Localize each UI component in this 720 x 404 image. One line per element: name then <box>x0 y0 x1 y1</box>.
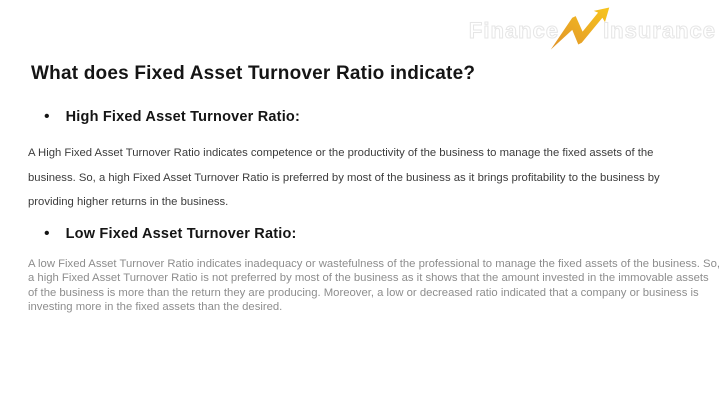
section-body-high-ratio: A High Fixed Asset Turnover Ratio indicates competence or the productivity of the business to manage the fixed assets of the business. So, a high Fixed Asset Turnover Ratio is preferred by most of the business as it brings profitability to the business by providing higher returns in the business. <box>28 147 660 208</box>
bullet-icon: • <box>44 225 50 242</box>
section-body-low-ratio: A low Fixed Asset Turnover Ratio indicates inadequacy or wastefulness of the professional to manage the fixed assets of the business. So, a high Fixed Asset Turnover Ratio is not preferred by most of the business as it shows that the amount invested in the immovable assets of the business is more than the return they are producing. Moreover, a low or decreased ratio indicated that a company or business is investing more in the fixed assets than the desired. <box>28 258 720 313</box>
logo-zigzag-arrow-icon <box>549 6 611 52</box>
section-heading-row-high <box>44 109 300 125</box>
page-title: What does Fixed Asset Turnover Ratio indicate? <box>31 63 476 84</box>
logo-text-finance: Finance <box>468 18 560 43</box>
section-heading-high-ratio: High Fixed Asset Turnover Ratio: <box>65 109 301 125</box>
bullet-icon: • <box>44 108 50 125</box>
logo <box>469 8 716 54</box>
section-heading-row-low <box>44 226 297 242</box>
logo-text-insurance: Insurance <box>603 18 716 43</box>
section-heading-low-ratio: Low Fixed Asset Turnover Ratio: <box>65 226 297 242</box>
